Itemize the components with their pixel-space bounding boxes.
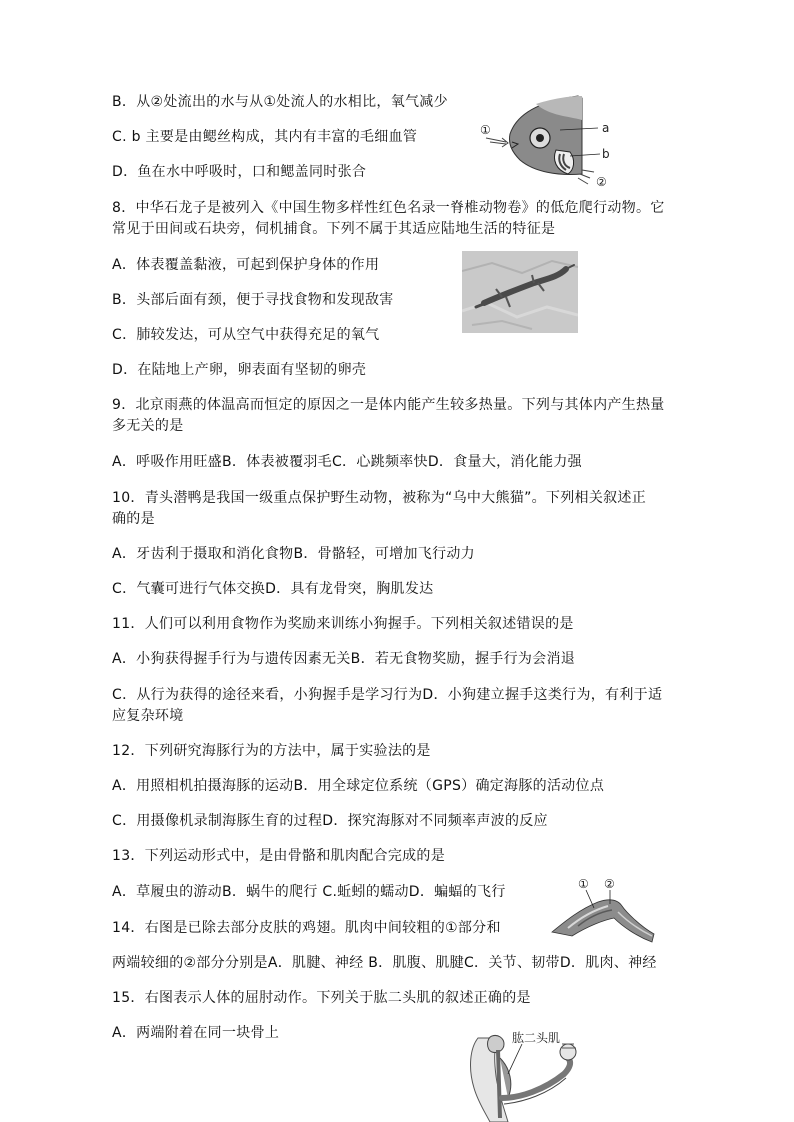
q9-stem-line-2: 多无关的是 <box>112 418 184 434</box>
q13-options: A．草履虫的游动B．蜗牛的爬行 C.蚯蚓的蠕动D．蝙蝠的飞行 <box>112 884 506 900</box>
fish-gill-figure <box>478 90 628 190</box>
chicken-wing-figure <box>548 876 660 944</box>
q9-options: A．呼吸作用旺盛B．体表被覆羽毛C．心跳频率快D．食量大，消化能力强 <box>112 454 582 470</box>
q8-option-a: A．体表覆盖黏液，可起到保护身体的作用 <box>112 257 380 273</box>
q15-stem: 15．右图表示人体的屈肘动作。下列关于肱二头肌的叙述正确的是 <box>112 990 531 1006</box>
fish-label-1: ① <box>480 123 491 137</box>
fish-label-b: b <box>602 147 610 161</box>
q7-option-c: C. b 主要是由鳃丝构成，其内有丰富的毛细血管 <box>112 129 418 145</box>
q12-options-ab: A．用照相机拍摄海豚的运动B．用全球定位系统（GPS）确定海豚的活动位点 <box>112 778 605 794</box>
q8-option-c: C．肺较发达，可从空气中获得充足的氧气 <box>112 327 380 343</box>
wing-label-1: ① <box>578 877 589 891</box>
q10-options-cd: C．气囊可进行气体交换D．具有龙骨突，胸肌发达 <box>112 581 434 597</box>
arm-label-biceps: 肱二头肌 <box>512 1031 561 1045</box>
q10-options-ab: A．牙齿利于摄取和消化食物B．骨骼轻，可增加飞行动力 <box>112 546 475 562</box>
wing-label-2: ② <box>604 877 615 891</box>
q8-stem-line-1: 8．中华石龙子是被列入《中国生物多样性红色名录一脊椎动物卷》的低危爬行动物。它 <box>112 200 665 216</box>
fish-label-a: a <box>602 121 610 135</box>
q15-option-a: A．两端附着在同一块骨上 <box>112 1025 280 1041</box>
q11-stem: 11．人们可以利用食物作为奖励来训练小狗握手。下列相关叙述错误的是 <box>112 616 574 632</box>
q9-stem-line-1: 9．北京雨燕的体温高而恒定的原因之一是体内能产生较多热量。下列与其体内产生热量 <box>112 397 665 413</box>
q10-stem-line-2: 确的是 <box>112 511 155 527</box>
fish-label-2: ② <box>596 175 607 189</box>
q14-options: 两端较细的②部分分别是A．肌腱、神经 B．肌腹、肌腱C．关节、韧带D．肌肉、神经 <box>112 955 657 971</box>
skink-photo <box>462 251 578 333</box>
q13-stem: 13．下列运动形式中，是由骨骼和肌肉配合完成的是 <box>112 848 446 864</box>
q11-options-cd-line-1: C．从行为获得的途径来看，小狗握手是学习行为D．小狗建立握手这类行为，有利于适 <box>112 687 663 703</box>
q12-stem: 12．下列研究海豚行为的方法中，属于实验法的是 <box>112 743 431 759</box>
q11-options-cd-line-2: 应复杂环境 <box>112 708 184 724</box>
q8-option-d: D．在陆地上产卵，卵表面有坚韧的卵壳 <box>112 362 367 378</box>
q14-stem: 14．右图是已除去部分皮肤的鸡翅。肌肉中间较粗的①部分和 <box>112 920 501 936</box>
q11-options-ab: A．小狗获得握手行为与遗传因素无关B．若无食物奖励，握手行为会消退 <box>112 651 576 667</box>
arm-flexion-figure <box>464 1028 584 1122</box>
q8-stem-line-2: 常见于田间或石块旁，伺机捕食。下列不属于其适应陆地生活的特征是 <box>112 221 556 237</box>
q8-option-b: B．头部后面有颈，便于寻找食物和发现敌害 <box>112 292 394 308</box>
q7-option-d: D．鱼在水中呼吸时，口和鳃盖同时张合 <box>112 164 367 180</box>
q10-stem-line-1: 10．青头潜鸭是我国一级重点保护野生动物，被称为“乌中大熊猫”。下列相关叙述正 <box>112 490 647 506</box>
q7-option-b: B．从②处流出的水与从①处流人的水相比，氧气减少 <box>112 94 448 110</box>
q12-options-cd: C．用摄像机录制海豚生育的过程D．探究海豚对不同频率声波的反应 <box>112 813 548 829</box>
